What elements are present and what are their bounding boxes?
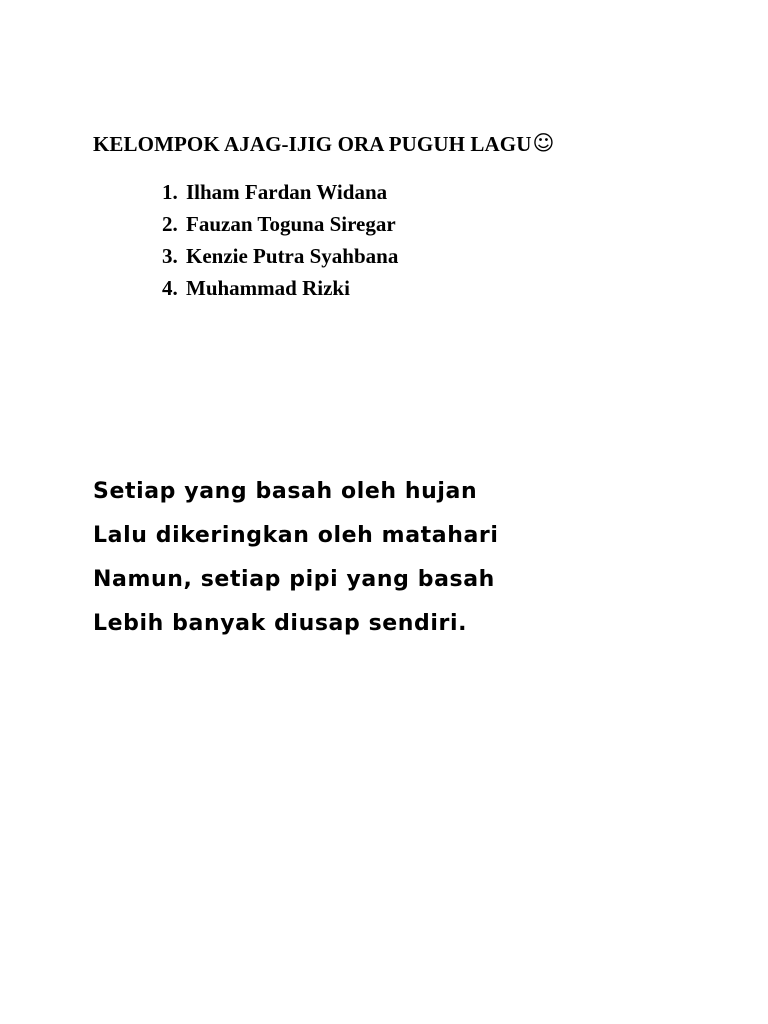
smiley-icon: ☺: [532, 131, 555, 155]
list-item: [162, 176, 398, 208]
member-name: Kenzie Putra Syahbana: [186, 244, 399, 268]
member-list: [162, 176, 398, 304]
poem-line: Setiap yang basah oleh hujan: [93, 479, 478, 504]
poem-line: Lebih banyak diusap sendiri.: [93, 611, 468, 636]
list-item: [162, 208, 398, 240]
group-title-text: KELOMPOK AJAG-IJIG ORA PUGUH LAGU: [93, 132, 532, 156]
member-name: Muhammad Rizki: [186, 276, 350, 300]
list-number: 3.: [162, 244, 178, 268]
poem: [93, 470, 499, 646]
list-item: [162, 240, 398, 272]
list-item: [162, 272, 398, 304]
member-name: Fauzan Toguna Siregar: [186, 212, 396, 236]
group-title: [93, 131, 555, 157]
poem-line: Namun, setiap pipi yang basah: [93, 567, 495, 592]
list-number: 1.: [162, 180, 178, 204]
list-number: 4.: [162, 276, 178, 300]
poem-line: Lalu dikeringkan oleh matahari: [93, 523, 499, 548]
list-number: 2.: [162, 212, 178, 236]
member-name: Ilham Fardan Widana: [186, 180, 388, 204]
